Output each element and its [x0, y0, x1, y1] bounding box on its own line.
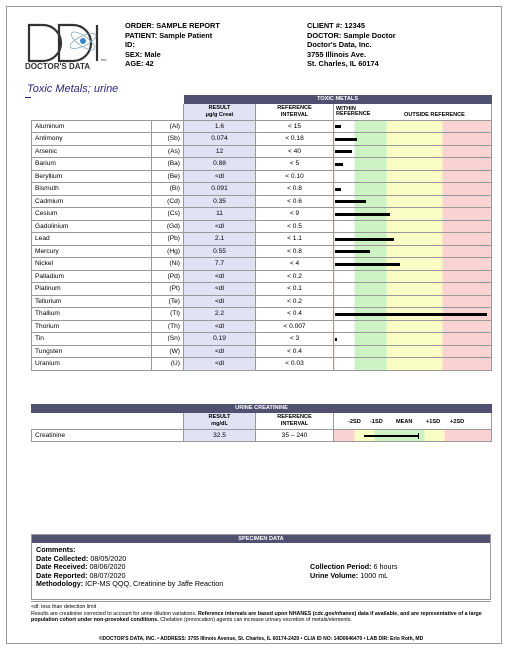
volume-value: 1000 mL: [360, 570, 389, 580]
table-row: [32, 258, 492, 271]
lab-address-2: St. Charles, IL 60174: [307, 59, 379, 69]
element-symbol: (Al): [152, 120, 184, 133]
methodology-label: Methodology:: [36, 579, 84, 589]
result-col-header: RESULT µg/g Creat: [184, 103, 256, 120]
range-bar: [335, 250, 370, 253]
note-text-a: Results are creatinine corrected to account for urine dilution variations.: [31, 610, 198, 617]
table-row: [32, 233, 492, 246]
element-result: 12: [184, 145, 256, 158]
range-bar-cell: [334, 245, 492, 258]
element-symbol: (Pt): [152, 283, 184, 296]
element-reference: < 0.5: [256, 220, 334, 233]
element-name: Nickel: [32, 258, 152, 271]
element-result: <dl: [184, 358, 256, 371]
range-bar: [335, 238, 394, 241]
sd-label: +2SD: [450, 418, 465, 425]
creatinine-bar: [364, 435, 419, 437]
note-text-b: Reference intervals are based upon NHANES (cdc.gov/nhanes) data if available, and are representative of a large population cohort under non-provoked conditions.: [31, 610, 482, 624]
table-row: [32, 120, 492, 133]
element-name: Mercury: [32, 245, 152, 258]
table-row: [32, 208, 492, 221]
client-info: [307, 21, 497, 69]
element-result: 2.2: [184, 308, 256, 321]
toxic-metals-header: TOXIC METALS: [184, 96, 492, 104]
element-symbol: (Sn): [152, 333, 184, 346]
element-name: Aluminum: [32, 120, 152, 133]
element-symbol: (As): [152, 145, 184, 158]
element-result: 0.35: [184, 195, 256, 208]
element-result: <dl: [184, 345, 256, 358]
range-bar: [335, 138, 357, 141]
element-reference: < 0.6: [256, 195, 334, 208]
sd-scale-header: [334, 412, 492, 429]
table-row: [32, 220, 492, 233]
doctor-label: DOCTOR:: [307, 30, 342, 40]
report-footer: ©DOCTOR'S DATA, INC. • ADDRESS: 3755 Illinois Avenue, St. Charles, IL 60174-2420 • CLIA ID NO: 14D0646470 • LAB DIR: Erlo Roth, MD: [98, 636, 424, 642]
range-bar-cell: [334, 333, 492, 346]
reference-col-header: REFERENCE INTERVAL: [256, 103, 334, 120]
age-label: AGE:: [125, 59, 144, 69]
element-reference: < 0.2: [256, 270, 334, 283]
element-reference: < 0.18: [256, 133, 334, 146]
range-bar: [335, 188, 341, 191]
dl-note: <dl: less than detection limit: [31, 604, 97, 610]
element-symbol: (U): [152, 358, 184, 371]
element-name: Antimony: [32, 133, 152, 146]
creatinine-header: URINE CREATININE: [32, 405, 492, 413]
element-symbol: (Ni): [152, 258, 184, 271]
element-reference: < 0.8: [256, 245, 334, 258]
table-row: [32, 245, 492, 258]
received-label: Date Received:: [36, 562, 88, 572]
range-bar-cell: [334, 345, 492, 358]
range-bar: [335, 338, 337, 341]
range-bar: [335, 125, 341, 128]
element-name: Tungsten: [32, 345, 152, 358]
creatinine-result: 32.5: [184, 429, 256, 442]
creatinine-row: [32, 429, 492, 442]
range-bar-cell: [334, 158, 492, 171]
creatinine-table: [31, 404, 492, 442]
table-row: [32, 133, 492, 146]
client-value: 12345: [344, 21, 365, 30]
element-symbol: (Tl): [152, 308, 184, 321]
element-name: Platinum: [32, 283, 152, 296]
element-symbol: (Te): [152, 295, 184, 308]
element-result: <dl: [184, 283, 256, 296]
element-name: Barium: [32, 158, 152, 171]
element-symbol: (Ba): [152, 158, 184, 171]
range-bar: [335, 263, 400, 266]
methodology-value: ICP-MS QQQ, Creatinine by Jaffe Reaction: [85, 579, 224, 589]
element-reference: < 0.10: [256, 170, 334, 183]
lab-name: Doctor's Data, Inc.: [307, 40, 372, 50]
table-row: [32, 308, 492, 321]
element-symbol: (Gd): [152, 220, 184, 233]
range-bar-cell: [334, 220, 492, 233]
element-symbol: (Cd): [152, 195, 184, 208]
creatinine-sd-bar-cell: [334, 429, 492, 442]
element-result: 2.1: [184, 233, 256, 246]
element-result: 11: [184, 208, 256, 221]
lab-address-1: 3755 Illinois Ave.: [307, 49, 367, 59]
element-result: <dl: [184, 295, 256, 308]
creatinine-reference: 35 – 240: [256, 429, 334, 442]
element-reference: < 9: [256, 208, 334, 221]
creat-result-col-header: RESULT mg/dL: [184, 412, 256, 429]
table-row: [32, 158, 492, 171]
range-bar-cell: [334, 295, 492, 308]
table-row: [32, 320, 492, 333]
element-name: Lead: [32, 233, 152, 246]
element-name: Thorium: [32, 320, 152, 333]
element-symbol: (Be): [152, 170, 184, 183]
table-row: [32, 295, 492, 308]
element-result: 0.19: [184, 333, 256, 346]
range-bar-cell: [334, 170, 492, 183]
element-symbol: (Sb): [152, 133, 184, 146]
range-bar-cell: [334, 145, 492, 158]
element-name: Cesium: [32, 208, 152, 221]
order-label: ORDER:: [125, 21, 155, 30]
table-row: [32, 270, 492, 283]
client-label: CLIENT #:: [307, 21, 343, 30]
element-name: Arsenic: [32, 145, 152, 158]
creatinine-name: Creatinine: [32, 429, 184, 442]
element-result: 0.88: [184, 158, 256, 171]
logo-inc: Inc.: [101, 57, 108, 62]
reported-label: Date Reported:: [36, 570, 88, 580]
range-bar-cell: [334, 183, 492, 196]
element-symbol: (Th): [152, 320, 184, 333]
range-bar: [335, 163, 343, 166]
range-bar-cell: [334, 133, 492, 146]
element-name: Tin: [32, 333, 152, 346]
range-bar: [335, 213, 390, 216]
specimen-data: [31, 534, 491, 600]
element-symbol: (Bi): [152, 183, 184, 196]
element-name: Gadolinium: [32, 220, 152, 233]
element-reference: < 40: [256, 145, 334, 158]
volume-label: Urine Volume:: [310, 570, 359, 580]
element-reference: < 0.007: [256, 320, 334, 333]
element-symbol: (Pb): [152, 233, 184, 246]
element-symbol: (Hg): [152, 245, 184, 258]
doctors-data-logo: [21, 19, 121, 71]
range-bar-cell: [334, 320, 492, 333]
logo-text: DOCTOR'S DATA: [25, 62, 91, 71]
element-result: <dl: [184, 270, 256, 283]
element-name: Palladium: [32, 270, 152, 283]
table-row: [32, 170, 492, 183]
element-reference: < 0.8: [256, 183, 334, 196]
element-result: 1.6: [184, 120, 256, 133]
reported-value: 08/07/2020: [89, 570, 126, 580]
element-reference: < 15: [256, 120, 334, 133]
patient-label: PATIENT:: [125, 30, 158, 40]
table-row: [32, 183, 492, 196]
element-reference: < 0.2: [256, 295, 334, 308]
report-page: [6, 6, 502, 644]
sd-label: +1SD: [426, 418, 441, 425]
element-reference: < 3: [256, 333, 334, 346]
element-name: Thallium: [32, 308, 152, 321]
order-value: SAMPLE REPORT: [156, 21, 220, 30]
element-result: <dl: [184, 220, 256, 233]
note-text-c: Chelation (provocation) agents can increase urinary excretion of metals/elements.: [158, 617, 352, 624]
element-name: Bismuth: [32, 183, 152, 196]
element-result: <dl: [184, 170, 256, 183]
creatinine-bar-cap: [418, 433, 419, 439]
range-bar-cell: [334, 283, 492, 296]
element-name: Tellurium: [32, 295, 152, 308]
comments-label: Comments:: [36, 545, 76, 554]
element-symbol: (Cs): [152, 208, 184, 221]
range-bar-cell: [334, 233, 492, 246]
received-value: 08/06/2020: [89, 562, 126, 572]
table-row: [32, 345, 492, 358]
element-name: Cadmium: [32, 195, 152, 208]
toxic-metals-table: [31, 95, 492, 371]
range-bar-cell: [334, 308, 492, 321]
range-bar: [335, 313, 487, 316]
sd-label: MEAN: [396, 418, 413, 425]
element-result: 0.55: [184, 245, 256, 258]
table-row: [32, 195, 492, 208]
table-row: [32, 358, 492, 371]
collected-label: Date Collected:: [36, 553, 89, 563]
range-bar: [335, 200, 366, 203]
creat-reference-col-header: REFERENCE INTERVAL: [256, 412, 334, 429]
range-bar: [335, 150, 352, 153]
element-reference: < 0.1: [256, 283, 334, 296]
sd-label: -1SD: [370, 418, 383, 425]
element-reference: < 0.4: [256, 345, 334, 358]
doctor-value: Sample Doctor: [343, 30, 396, 40]
element-reference: < 5: [256, 158, 334, 171]
range-bar-cell: [334, 120, 492, 133]
element-reference: < 0.03: [256, 358, 334, 371]
element-result: <dl: [184, 320, 256, 333]
element-name: Beryllium: [32, 170, 152, 183]
collected-value: 08/05/2020: [90, 553, 127, 563]
table-row: [32, 145, 492, 158]
element-symbol: (W): [152, 345, 184, 358]
specimen-header: SPECIMEN DATA: [32, 535, 490, 543]
range-bar-cell: [334, 258, 492, 271]
element-result: 0.074: [184, 133, 256, 146]
patient-info: [125, 21, 285, 69]
element-reference: < 0.4: [256, 308, 334, 321]
sd-label: -2SD: [348, 418, 361, 425]
report-notes: [31, 601, 491, 624]
element-name: Uranium: [32, 358, 152, 371]
element-result: 0.091: [184, 183, 256, 196]
element-reference: < 1.1: [256, 233, 334, 246]
report-title: Toxic Metals; urine: [27, 83, 119, 95]
table-row: [32, 283, 492, 296]
range-bar-cell: [334, 358, 492, 371]
period-label: Collection Period:: [310, 562, 372, 571]
id-label: ID:: [125, 40, 135, 50]
sex-label: SEX:: [125, 49, 143, 59]
element-reference: < 4: [256, 258, 334, 271]
range-bar-cell: [334, 195, 492, 208]
range-bar-cell: [334, 208, 492, 221]
table-row: [32, 333, 492, 346]
period-value: 6 hours: [373, 562, 398, 571]
element-symbol: (Pd): [152, 270, 184, 283]
range-bar-cell: [334, 270, 492, 283]
element-result: 7.7: [184, 258, 256, 271]
patient-value: Sample Patient: [159, 30, 213, 40]
range-col-header: WITHIN REFERENCE OUTSIDE REFERENCE: [334, 103, 492, 120]
age-value: 42: [145, 59, 154, 69]
sex-value: Male: [144, 49, 161, 59]
